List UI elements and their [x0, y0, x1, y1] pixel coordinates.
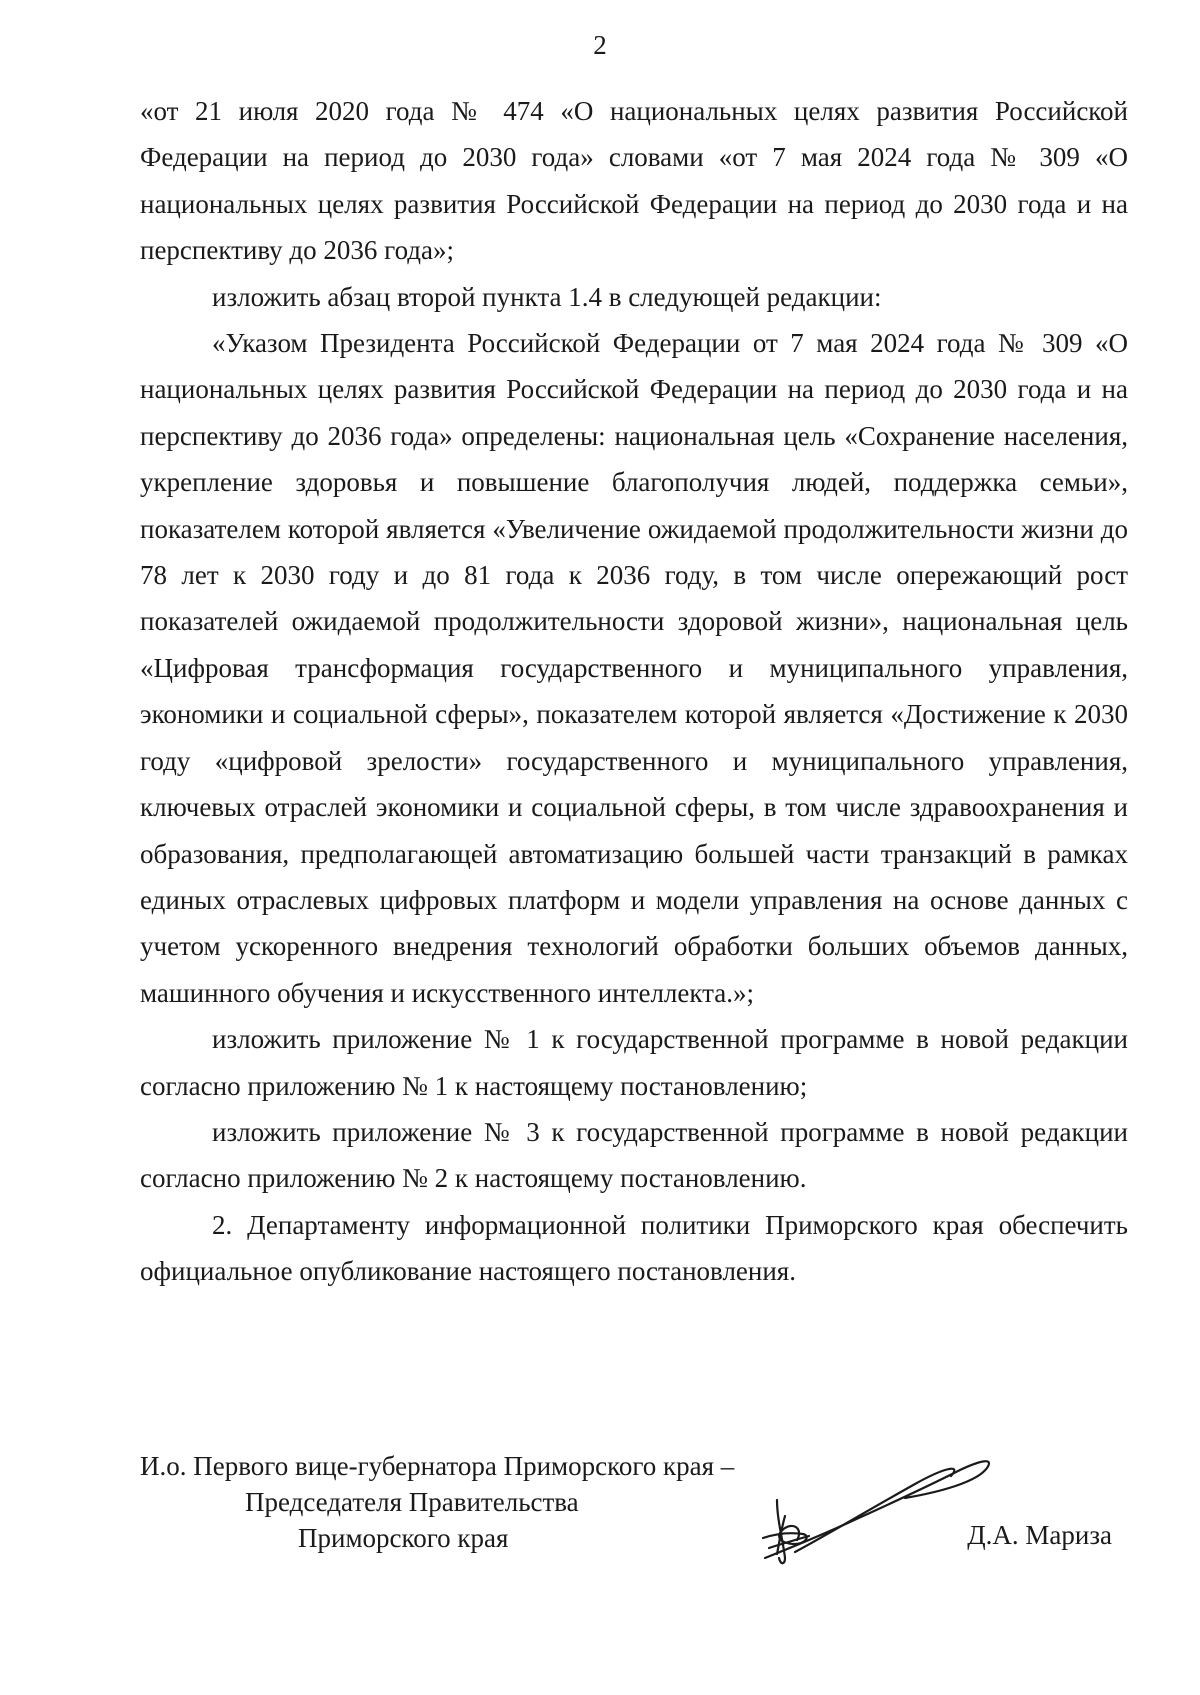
page-number: 2	[593, 30, 607, 60]
signatory-title-line-2: Председателя Правительства	[245, 1487, 579, 1517]
signatory-title-line-1: И.о. Первого вице-губернатора Приморского края –	[140, 1451, 735, 1481]
paragraph-appendix-3: изложить приложение № 3 к государственной программе в новой редакции согласно приложению № 2 к настоящему постановлению.	[140, 1116, 1128, 1194]
paragraph-decree-goals: «Указом Президента Российской Федерации от 7 мая 2024 года № 309 «О национальных целях развития Российской Федерации на период до 2030 года и на перспективу до 2036 года» определены: национальная цель «Сохранение населения, укрепление здоровья и повышение благополучия людей, поддержка семьи», показателем которой является «Увеличение ожидаемой продолжительности жизни до 78 лет к 2030 году и до 81 года к 2036 году, в том числе опережающий рост показателей ожидаемой продолжительности здоровой жизни», национальная цель «Цифровая трансформация государственного и муниципального управления, экономики и социальной сферы», показателем которой является «Достижение к 2030 году «цифровой зрелости» государственного и муниципального управления, ключевых отраслей экономики и социальной сферы, в том числе здравоохранения и образования, предполагающей автоматизацию большей части транзакций в рамках единых отраслевых цифровых платформ и модели управления на основе данных с учетом ускоренного внедрения технологий обработки больших объемов данных, машинного обучения и искусственного интеллекта.»;	[140, 328, 1128, 1008]
paragraph-publication-order: 2. Департаменту информационной политики Приморского края обеспечить официальное опубликование настоящего постановления.	[140, 1209, 1128, 1287]
signatory-title-line-3: Приморского края	[298, 1523, 509, 1553]
paragraph-amendment-reference: «от 21 июля 2020 года № 474 «О национальных целях развития Российской Федерации на период до 2030 года» словами «от 7 мая 2024 года № 309 «О национальных целях развития Российской Федерации на период до 2030 года и на перспективу до 2036 года»;	[140, 96, 1128, 266]
paragraph-instruction-1-4: изложить абзац второй пункта 1.4 в следующей редакции:	[212, 281, 882, 312]
signatory-title	[140, 1448, 734, 1556]
document-body	[140, 88, 1128, 1295]
signatory-name: Д.А. Мариза	[967, 1520, 1112, 1550]
paragraph-appendix-1: изложить приложение № 1 к государственной программе в новой редакции согласно приложению № 1 к настоящему постановлению;	[140, 1024, 1128, 1101]
